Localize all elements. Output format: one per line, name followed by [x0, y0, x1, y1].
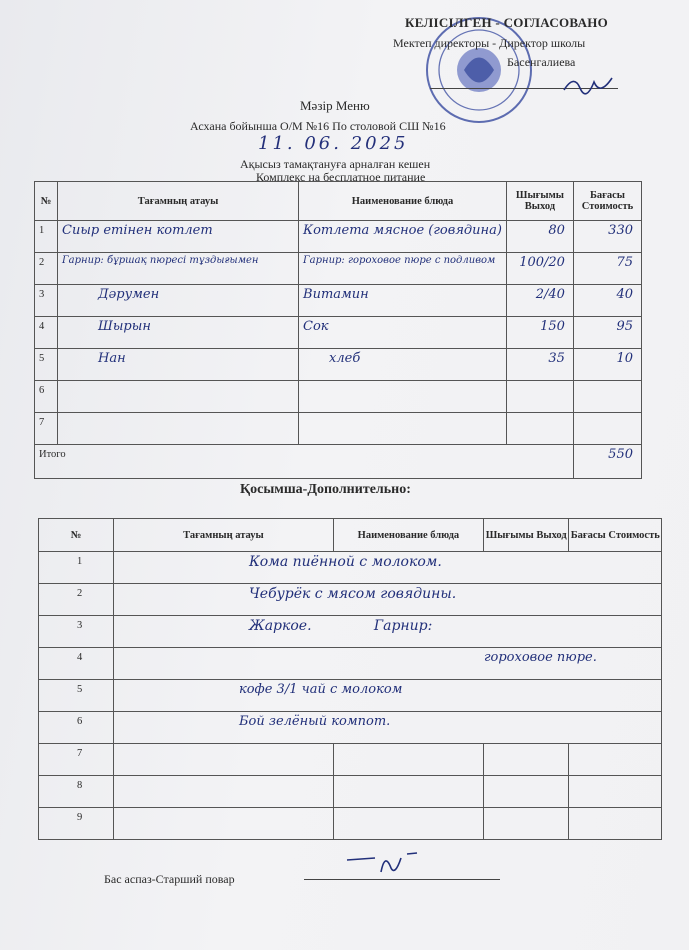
table-row: 7	[39, 744, 662, 776]
col-price: Бағасы Стоимость	[573, 182, 641, 221]
col-number: №	[35, 182, 58, 221]
approval-heading: КЕЛІСІЛГЕН - СОГЛАСОВАНО	[405, 15, 609, 30]
total-value: 550	[573, 445, 641, 479]
director-signature	[560, 70, 620, 98]
col-ru-name: Наименование блюда	[299, 182, 507, 221]
table-row: 3 Дәрумен Витамин 2/40 40	[35, 285, 642, 317]
free-meal-ru: Комплекс на бесплатное питание	[256, 170, 426, 184]
table-row: 6	[35, 381, 642, 413]
official-seal	[424, 15, 534, 125]
table-row: 5 Нан хлеб 35 10	[35, 349, 642, 381]
table-row: 1 Сиыр етінен котлет Котлета мясное (говядина) 80 330	[35, 221, 642, 253]
table-row: 4 гороховое пюре.	[39, 648, 662, 680]
table-row: 7	[35, 413, 642, 445]
table-row: 4 Шырын Сок 150 95	[35, 317, 642, 349]
col-number: №	[39, 519, 114, 552]
table-row: 1 Кома пиённой с молоком.	[39, 552, 662, 584]
handwritten-date: 11. 06. 2025	[258, 133, 409, 154]
col-kz-name: Тағамның атауы	[58, 182, 299, 221]
table-row: 8	[39, 776, 662, 808]
main-menu-table	[34, 181, 642, 479]
col-output: Шығымы Выход	[483, 519, 569, 552]
chef-signature-line	[304, 879, 500, 880]
chef-signature	[345, 848, 425, 878]
total-row: Итого 550	[35, 445, 642, 479]
extra-menu-table	[38, 518, 662, 840]
table-row: 9	[39, 808, 662, 840]
col-output: Шығымы Выход	[506, 182, 573, 221]
chef-label: Бас аспаз-Старший повар	[104, 872, 235, 886]
canteen-line: Асхана бойынша О/М №16 По столовой СШ №16	[190, 119, 446, 133]
page-title: Мәзір Меню	[300, 98, 370, 113]
col-ru-name: Наименование блюда	[333, 519, 483, 552]
col-kz-name: Тағамның атауы	[113, 519, 333, 552]
extra-section-title: Қосымша-Дополнительно:	[240, 482, 411, 497]
table-row: 6 Бой зелёный компот.	[39, 712, 662, 744]
table-row: 5 кофе 3/1 чай с молоком	[39, 680, 662, 712]
col-price: Бағасы Стоимость	[569, 519, 662, 552]
table-row: 3 Жаркое. Гарнир:	[39, 616, 662, 648]
director-label: Мектеп директоры - Директор школы	[393, 36, 586, 50]
table-row: 2 Гарнир: бұршақ пюресі тұздығымен Гарнир: гороховое пюре с подливом 100/20 75	[35, 253, 642, 285]
director-name: Басенгалиева	[507, 55, 576, 69]
table-row: 2 Чебурёк с мясом говядины.	[39, 584, 662, 616]
free-meal-kz: Ақысыз тамақтануға арналған кешен	[240, 157, 431, 171]
